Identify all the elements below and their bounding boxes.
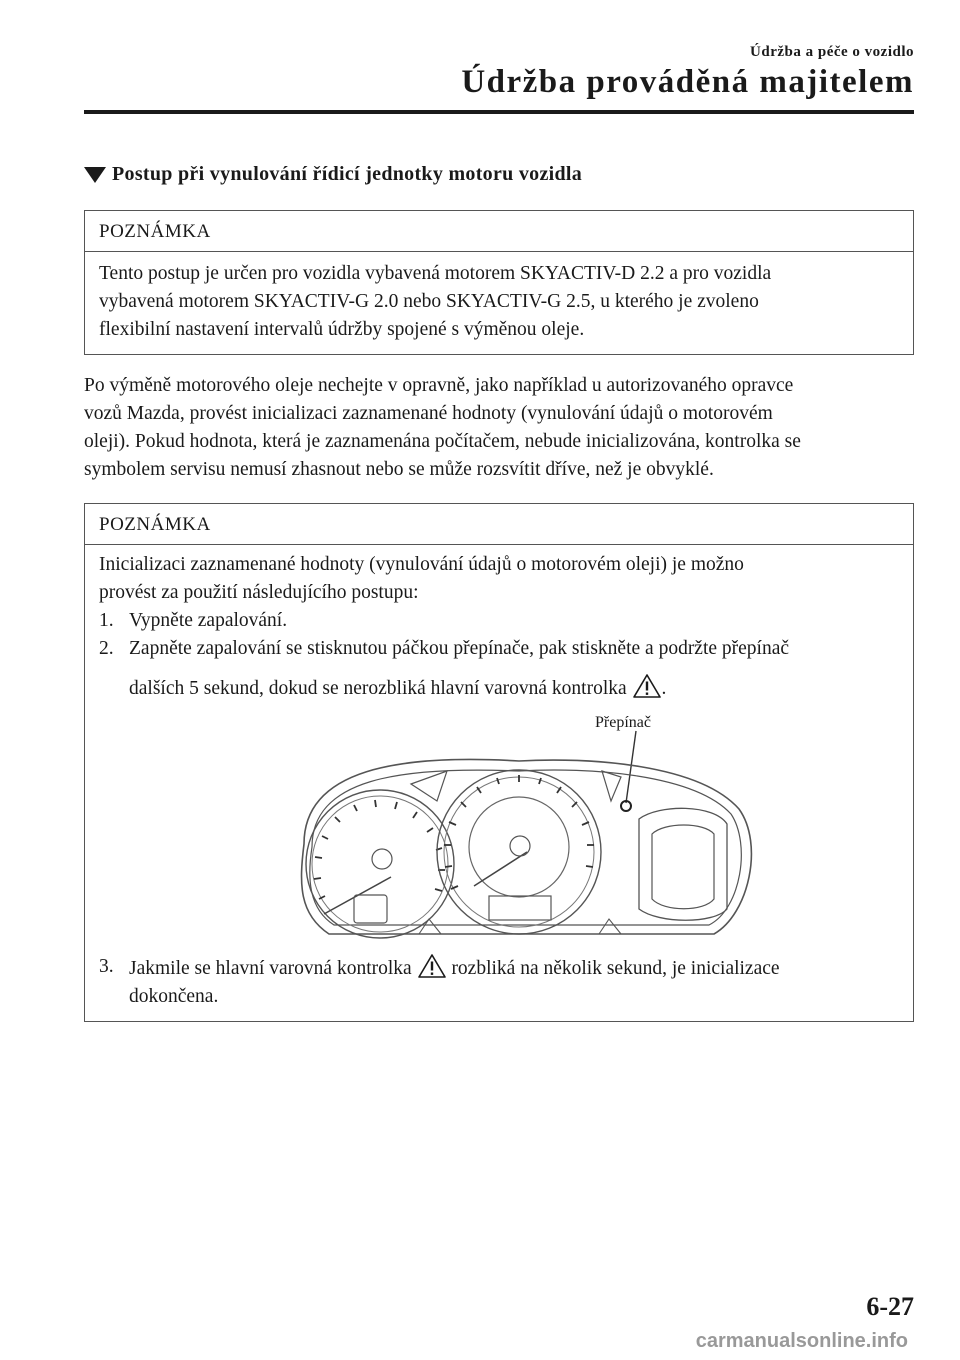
note-body [85, 252, 913, 354]
section-title-text: Postup při vynulování řídicí jednotky motoru vozidla [112, 163, 583, 185]
step-2 [99, 635, 899, 703]
note-line: Tento postup je určen pro vozidla vybavená motorem SKYACTIV-D 2.2 a pro vozidla [99, 263, 772, 284]
step-text-line2 [129, 673, 789, 703]
paragraph-line: Po výměně motorového oleje nechejte v opravně, jako například u autorizovaného opravce [84, 375, 794, 396]
step-1 [99, 607, 899, 635]
step-text: . [661, 678, 667, 699]
step-text: dokončena. [129, 986, 219, 1007]
note-line: provést za použití následujícího postupu: [99, 582, 419, 603]
step-number: 2. [99, 638, 114, 659]
step-3 [99, 953, 899, 1011]
step-text: Jakmile se hlavní varovná kontrolka [129, 958, 412, 979]
note-line: Inicializaci zaznamenané hodnoty (vynulování údajů o motorovém oleji) je možno [99, 554, 744, 575]
step-number: 3. [99, 956, 114, 977]
footer-watermark: carmanualsonline.info [695, 1330, 908, 1352]
page-number: 6-27 [866, 1292, 914, 1321]
note-box-2 [84, 503, 914, 1022]
page-title: Údržba prováděná majitelem [461, 64, 914, 100]
header-rule [84, 110, 914, 114]
note-box-1 [84, 210, 914, 355]
step-text: rozbliká na několik sekund, je inicializace [451, 958, 780, 979]
note-body [85, 545, 913, 1021]
cluster-illustration [99, 709, 899, 949]
master-warning-icon [417, 953, 447, 979]
chapter-title: Údržba a péče o vozidlo [750, 44, 914, 60]
callout-label-switch: Přepínač [595, 714, 651, 731]
step-text: Vypněte zapalování. [129, 610, 288, 631]
paragraph-line: symbolem servisu nemusí zhasnout nebo se může rozsvítit dříve, než je obvyklé. [84, 459, 714, 480]
step-text: dalších 5 sekund, dokud se nerozbliká hlavní varovná kontrolka [129, 678, 627, 699]
instrument-cluster-diagram [99, 709, 899, 949]
paragraph-line: oleji). Pokud hodnota, která je zaznamenána počítačem, nebude inicializována, kontrolka se [84, 431, 801, 452]
note-line: flexibilní nastavení intervalů údržby spojené s výměnou oleje. [99, 319, 585, 340]
note-heading: POZNÁMKA [85, 504, 913, 545]
step-number: 1. [99, 610, 114, 631]
note-line: vybavená motorem SKYACTIV-G 2.0 nebo SKYACTIV-G 2.5, u kterého je zvoleno [99, 291, 759, 312]
step-text-line1 [129, 953, 780, 983]
note-heading: POZNÁMKA [85, 211, 913, 252]
triangle-bullet-icon [84, 167, 106, 183]
section-heading [84, 163, 582, 186]
step-text: Zapněte zapalování se stisknutou páčkou přepínače, pak stiskněte a podržte přepínač [129, 638, 790, 659]
body-paragraph [84, 372, 914, 484]
master-warning-icon [632, 673, 662, 699]
paragraph-line: vozů Mazda, provést inicializaci zaznamenané hodnoty (vynulování údajů o motorovém [84, 403, 773, 424]
